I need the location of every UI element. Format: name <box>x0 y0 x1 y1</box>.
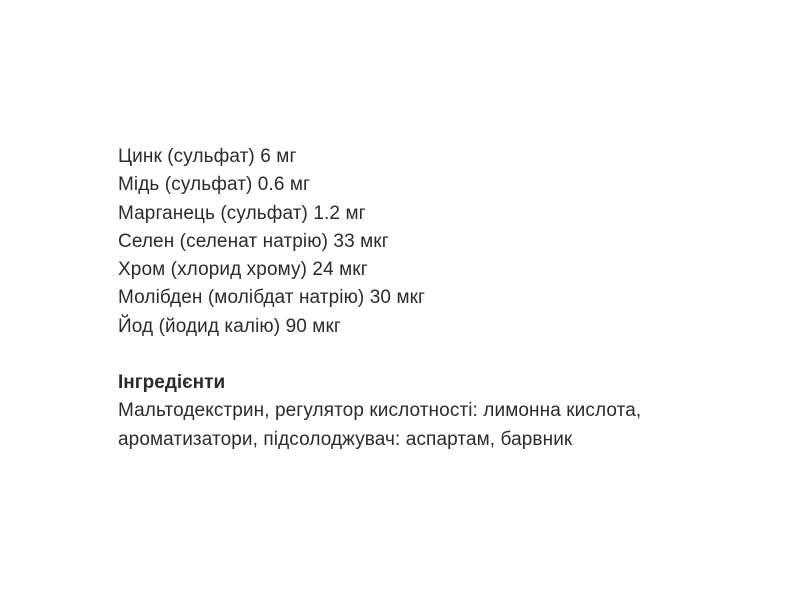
ingredients-line-1: Мальтодекстрин, регулятор кислотності: лимонна кислота, <box>118 400 642 422</box>
ingredients-line-2: ароматизатори, підсолоджувач: аспартам, барвник <box>118 428 573 450</box>
mineral-list <box>118 143 778 341</box>
product-info-content <box>118 143 778 454</box>
mineral-row-selenium: Селен (селенат натрію) 33 мкг <box>118 230 389 252</box>
mineral-row-chromium: Хром (хлорид хрому) 24 мкг <box>118 259 368 281</box>
mineral-row-zinc: Цинк (сульфат) 6 мг <box>118 146 297 167</box>
mineral-row-manganese: Марганець (сульфат) 1.2 мг <box>118 202 366 224</box>
mineral-row-copper: Мідь (сульфат) 0.6 мг <box>118 174 311 196</box>
ingredients-section <box>118 369 778 454</box>
ingredients-heading: Інгредієнти <box>118 372 226 394</box>
mineral-row-molybdenum: Молібден (молібдат натрію) 30 мкг <box>118 287 426 309</box>
mineral-row-iodine: Йод (йодид калію) 90 мкг <box>118 315 341 337</box>
ingredients-text <box>118 397 718 454</box>
